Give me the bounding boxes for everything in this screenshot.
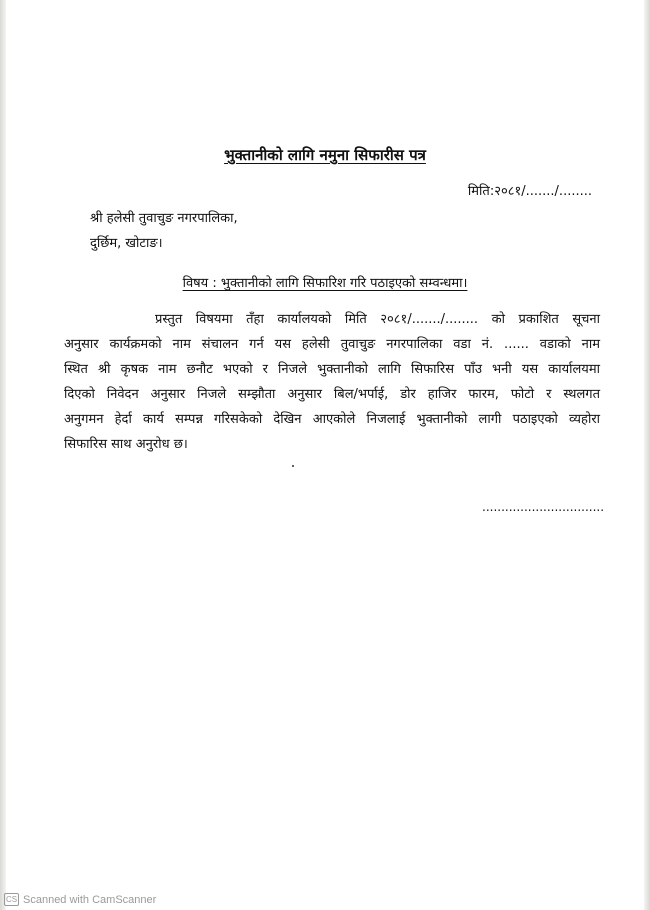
subject-line	[0, 273, 650, 291]
date-line: मिति:२०८१/......./........	[467, 184, 592, 199]
body-line-2: अनुसार कार्यक्रमको नाम संचालन गर्न यस हलेसी तुवाचुङ नगरपालिका वडा नं. ...... वडाको नाम	[64, 337, 600, 352]
body-line-3: स्थित श्री कृषक नाम छनौट भएको र निजले भुक्तानीको लागि सिफारिस पाँउ भनी यस कार्यालयमा	[64, 362, 600, 377]
body-line-6: सिफारिस साथ अनुरोध छ।	[64, 437, 188, 452]
watermark-text: Scanned with CamScanner	[23, 893, 157, 906]
body-line-4: दिएको निवेदन अनुसार निजले सम्झौता अनुसार बिल/भर्पाई, डोर हाजिर फारम, फोटो र स्थलगत	[64, 387, 600, 402]
recipient-line-2: दुर्छिम, खोटाङ।	[90, 236, 163, 251]
stray-dot	[292, 465, 294, 467]
page-left-edge	[0, 0, 6, 910]
subject-text: विषय : भुक्तानीको लागि सिफारिश गरि पठाइएको सम्वन्धमा।	[182, 276, 468, 291]
page-right-edge	[644, 0, 650, 910]
recipient-line-1: श्री हलेसी तुवाचुङ नगरपालिका,	[90, 211, 238, 226]
scanner-watermark	[4, 893, 156, 906]
camscanner-logo-icon: CS	[5, 895, 18, 904]
body-line-1: प्रस्तुत विषयमा तँहा कार्यालयको मिति २०८१/......./........ को प्रकाशित सूचना	[155, 312, 600, 327]
body-line-5: अनुगमन हेर्दा कार्य सम्पन्न गरिसकेको देखिन आएकोले निजलाई भुक्तानीको लागी पठाइएको व्यहोरा	[64, 412, 600, 427]
signature-line: ................................	[482, 500, 605, 514]
document-title: भुक्तानीको लागि नमुना सिफारीस पत्र	[224, 146, 426, 164]
